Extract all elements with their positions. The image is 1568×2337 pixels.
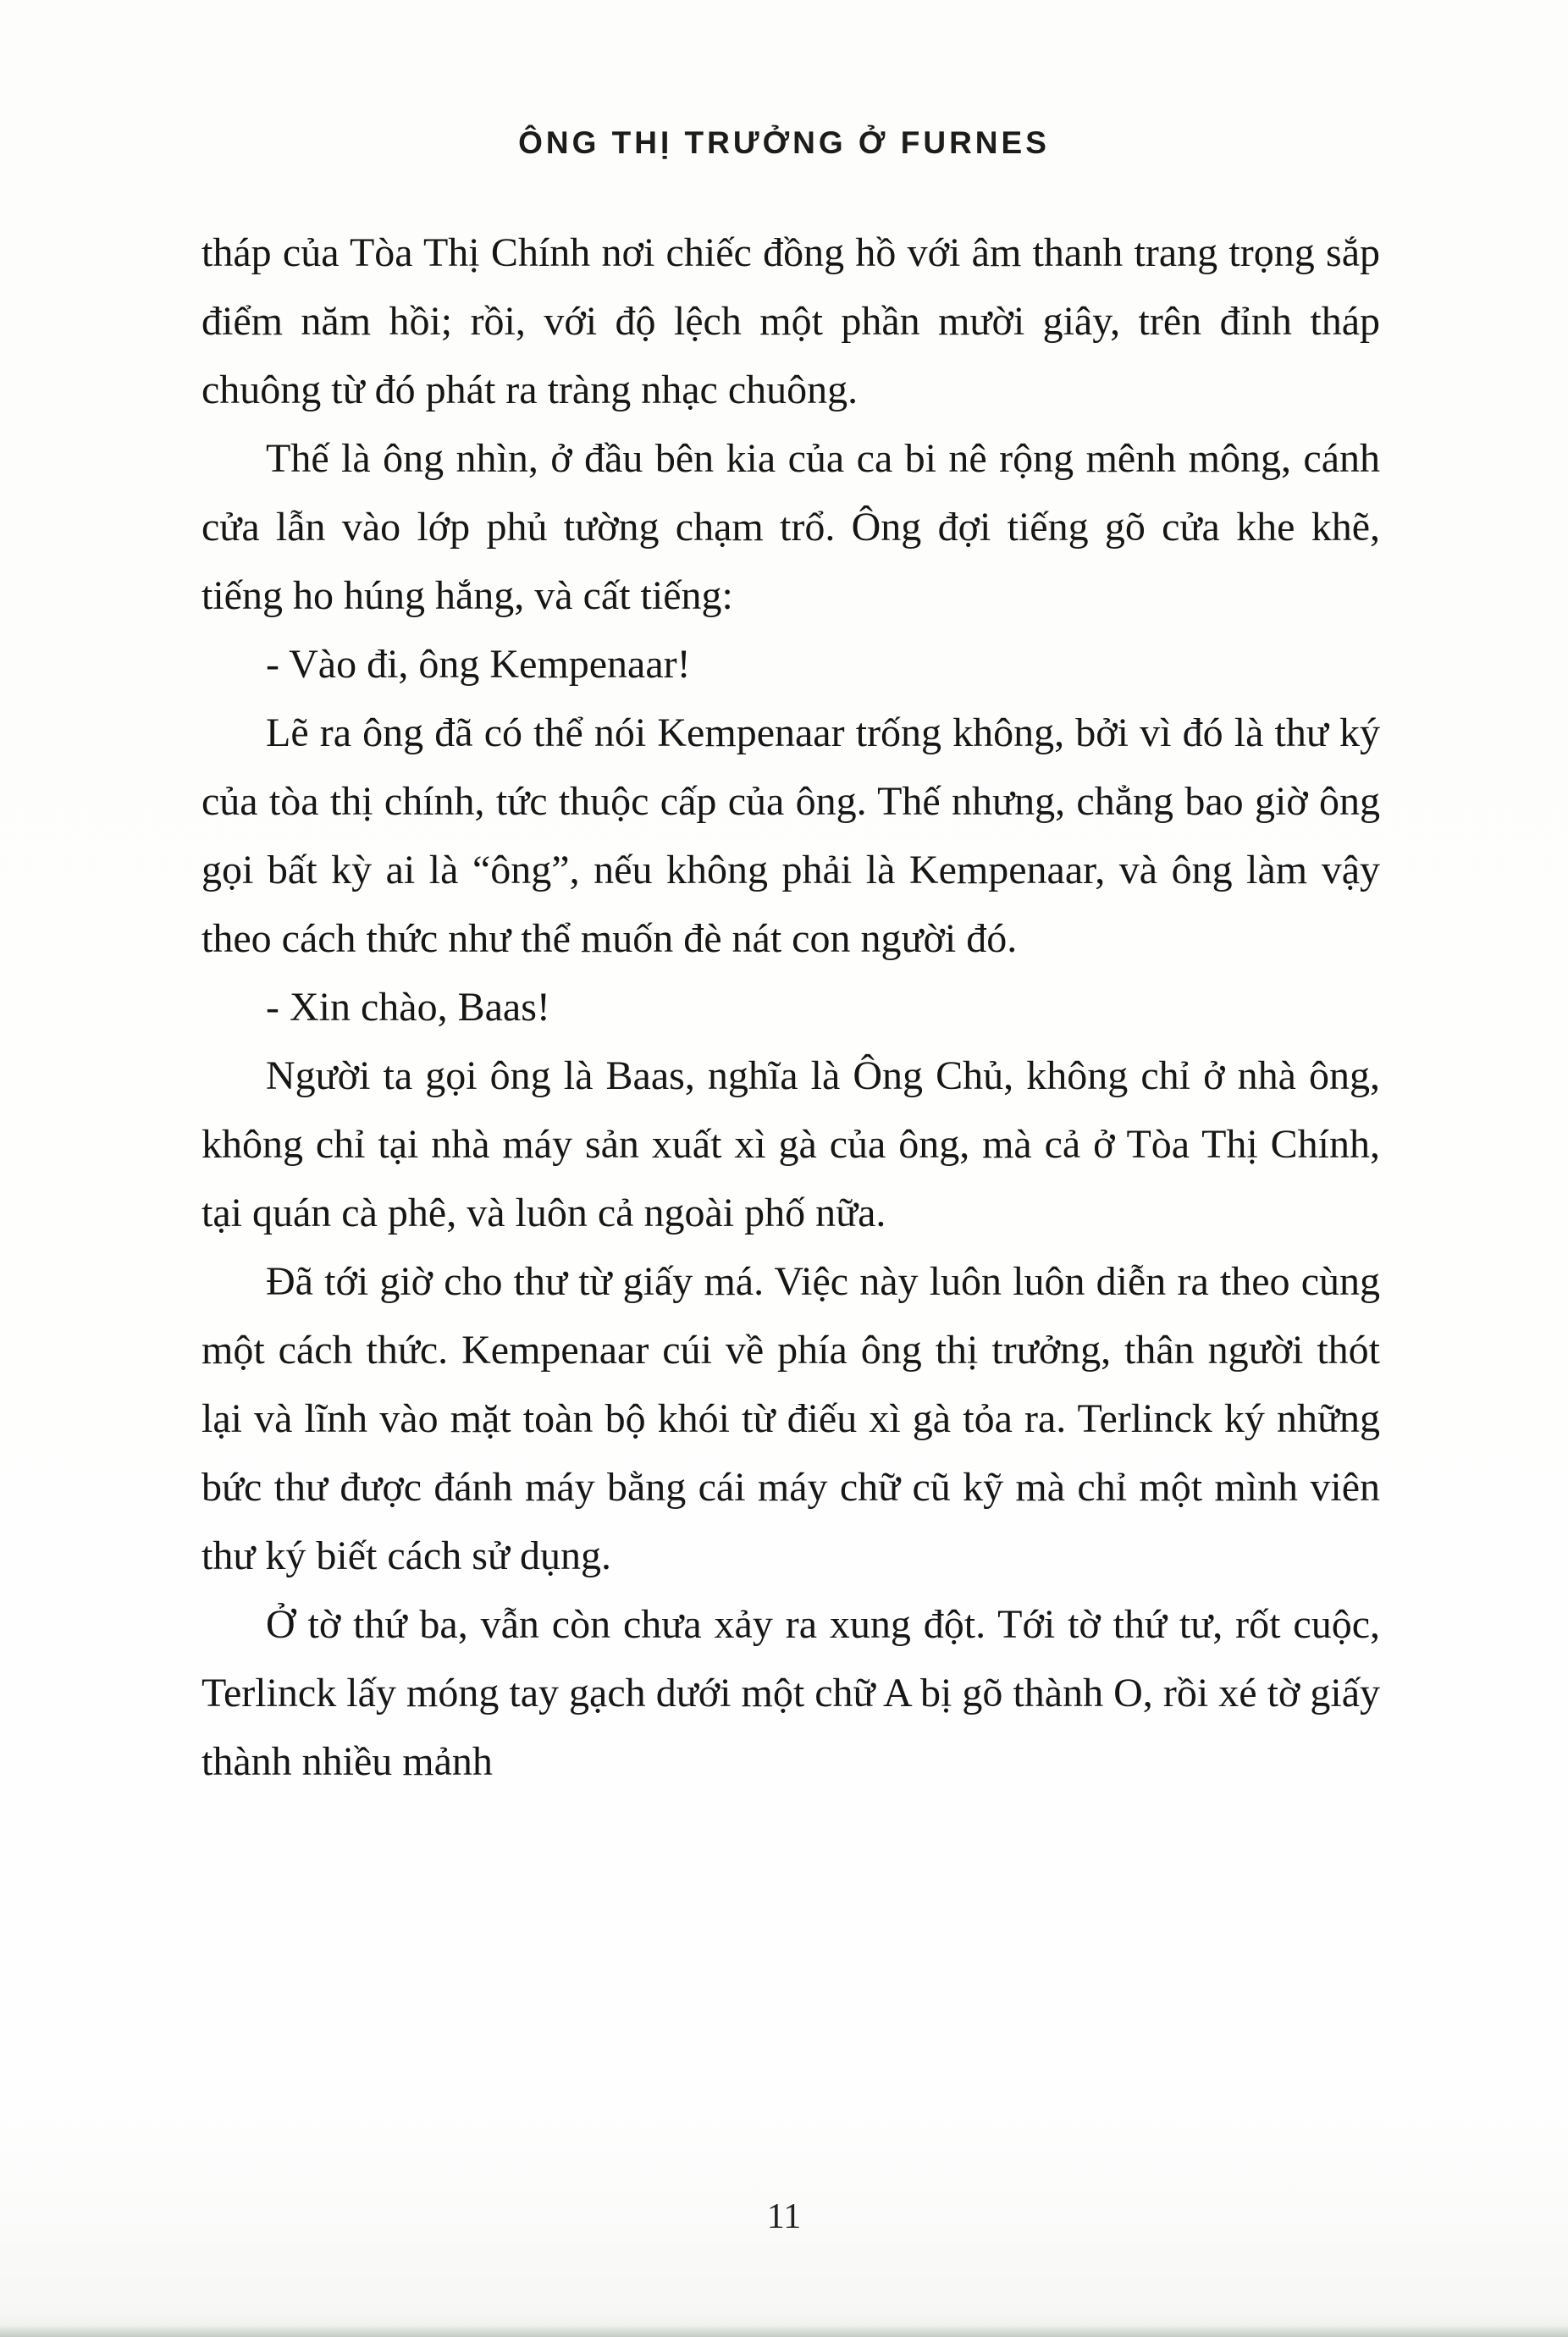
paragraph: Lẽ ra ông đã có thể nói Kempenaar trống không, bởi vì đó là thư ký của tòa thị chính, tức thuộc cấp của ông. Thế nhưng, chẳng bao giờ ông gọi bất kỳ ai là “ông”, nếu không phải là Kempenaar, và ông làm vậy theo cách thức như thể muốn đè nát con người đó. [202, 710, 1380, 961]
dialogue-line: - Xin chào, Baas! [266, 985, 550, 1030]
paragraph: Đã tới giờ cho thư từ giấy má. Việc này luôn luôn diễn ra theo cùng một cách thức. Kempenaar cúi về phía ông thị trưởng, thân người thót lại và lĩnh vào mặt toàn bộ khói từ điếu xì gà tỏa ra. Terlinck ký những bức thư được đánh máy bằng cái máy chữ cũ kỹ mà chỉ một mình viên thư ký biết cách sử dụng. [202, 1259, 1380, 1578]
paragraph: tháp của Tòa Thị Chính nơi chiếc đồng hồ với âm thanh trang trọng sắp điểm năm hồi; rồi, với độ lệch một phần mười giây, trên đỉnh tháp chuông từ đó phát ra tràng nhạc chuông. [202, 230, 1380, 412]
paragraph: Người ta gọi ông là Baas, nghĩa là Ông Chủ, không chỉ ở nhà ông, không chỉ tại nhà máy sản xuất xì gà của ông, mà cả ở Tòa Thị Chính, tại quán cà phê, và luôn cả ngoài phố nữa. [202, 1053, 1380, 1235]
page-number: 11 [766, 2197, 802, 2236]
scan-edge-shadow [0, 2325, 1568, 2337]
paragraph: Ở tờ thứ ba, vẫn còn chưa xảy ra xung đột. Tới tờ thứ tư, rốt cuộc, Terlinck lấy móng tay gạch dưới một chữ A bị gõ thành O, rồi xé tờ giấy thành nhiều mảnh [202, 1602, 1380, 1784]
text-block [202, 218, 1380, 1796]
dialogue-line: - Vào đi, ông Kempenaar! [266, 642, 691, 687]
paragraph: Thế là ông nhìn, ở đầu bên kia của ca bi nê rộng mênh mông, cánh cửa lẫn vào lớp phủ tường chạm trổ. Ông đợi tiếng gõ cửa khe khẽ, tiếng ho húng hắng, và cất tiếng: [202, 436, 1380, 618]
running-header: ÔNG THỊ TRƯỞNG Ở FURNES [518, 125, 1050, 160]
